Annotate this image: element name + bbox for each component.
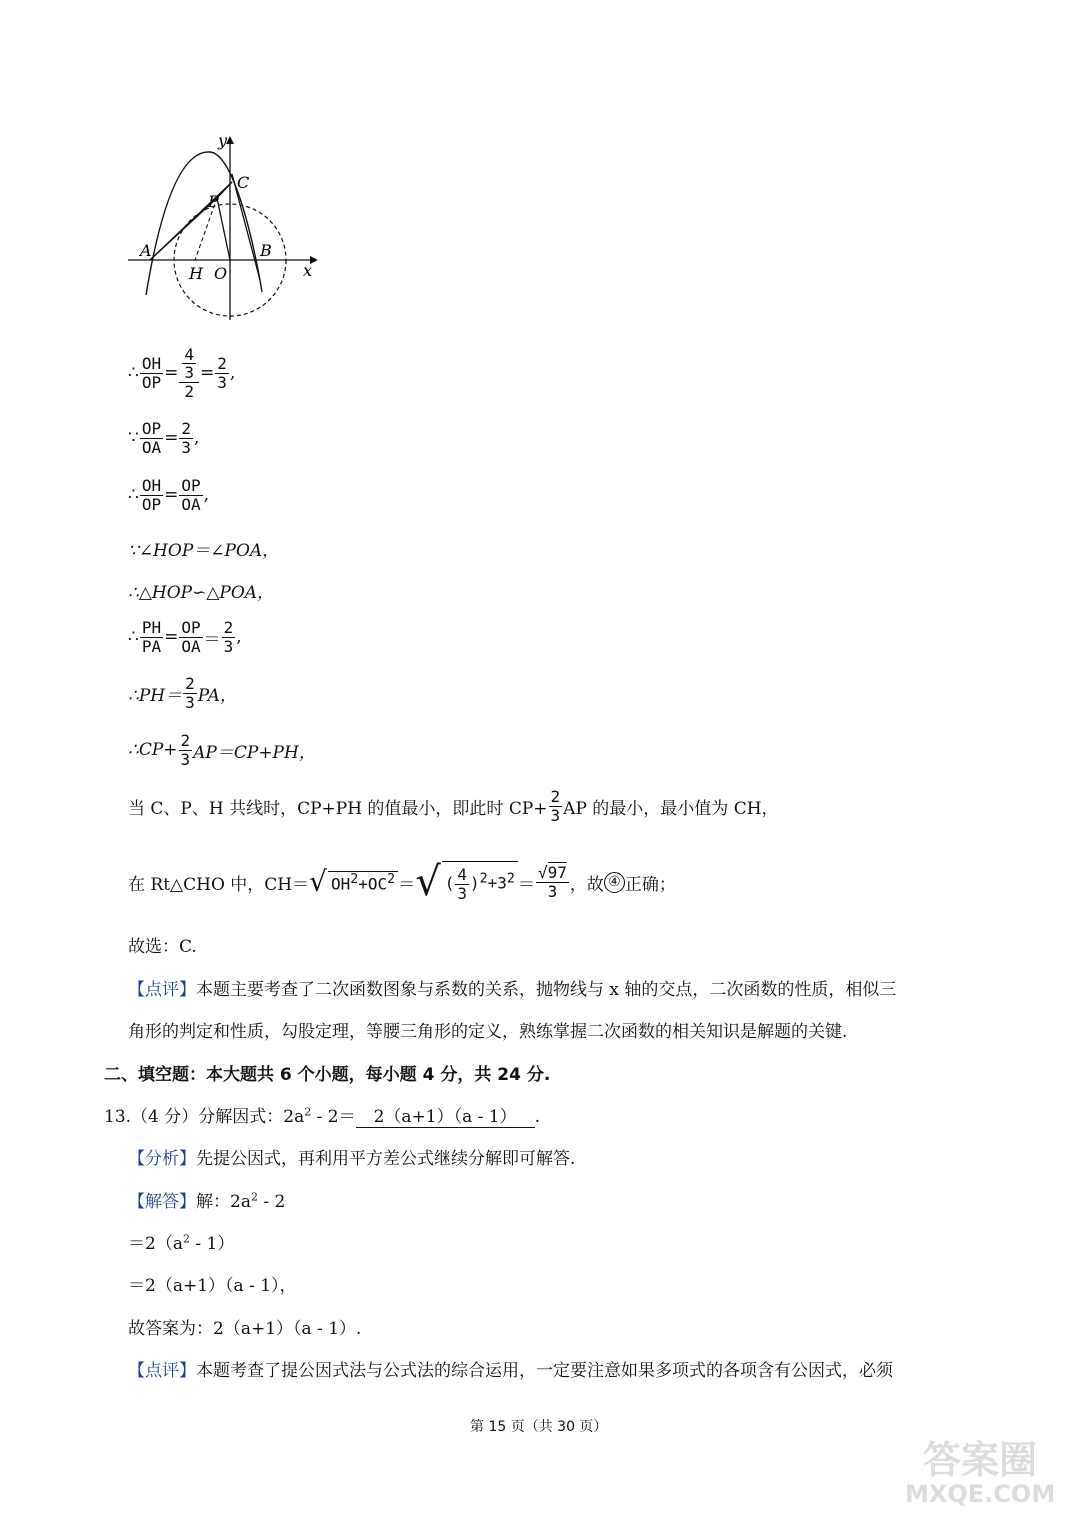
- sqrt-fraction: ( $\frac{4}{3}$ )$^2+3^2$: [442, 861, 518, 902]
- circled-four: ④: [604, 872, 625, 893]
- line-6: ∴ $\frac{PH}{PA}$ = $\frac{OP}{OA}$ ＝ $\frac{2}{3}$ ,: [128, 617, 242, 656]
- line-12: 【点评】本题主要考查了二次函数图象与系数的关系，抛物线与 x 轴的交点，二次函数的性质，相似三: [128, 980, 897, 1000]
- line-18: $=2(a^2 - 1)$: [128, 1232, 235, 1254]
- line-10: 在 Rt△CHO 中，CH＝ √ $OH^2+OC^2$ ＝ √ ( $\frac{4}{3}$ )$^2+3^2$ ＝ $\frac{√97}{3}$ ，故 ④ 正确；: [128, 859, 676, 905]
- parabola-figure: [120, 130, 330, 330]
- section-heading: 二、填空题：本大题共 6 个小题，每小题 4 分，共 24 分.: [104, 1065, 551, 1085]
- fraction-complex: $\frac{\frac{4}{3}}{2}$: [179, 346, 199, 401]
- line-2: ∵ $\frac{OP}{OA}$ = $\frac{2}{3}$ ,: [128, 418, 200, 457]
- page-footer: 第 15 页（共 30 页）: [470, 1419, 608, 1435]
- y-axis-arrow: [226, 136, 234, 144]
- comment-tag: 【点评】: [128, 980, 196, 1000]
- line-8: ∴CP+ $\frac{2}{3}$ AP＝CP+PH，: [128, 730, 316, 769]
- label-p: P: [208, 192, 219, 211]
- label-x: x: [303, 261, 313, 280]
- fraction-oh-op: $\frac{OH}{OP}$: [141, 353, 162, 392]
- line-16: 【分析】先提公因式，再利用平方差公式继续分解即可解答.: [128, 1149, 576, 1169]
- sqrt-oh-oc: $OH^2+OC^2$: [328, 871, 398, 893]
- segment-po: [217, 198, 230, 260]
- line-20: 故答案为：2（a+1）（a - 1）.: [128, 1319, 362, 1339]
- fraction-2-3: $\frac{2}{3}$: [217, 353, 227, 392]
- line-21: 【点评】本题考查了提公因式法与公式法的综合运用，一定要注意如果多项式的各项含有公因式，必须: [128, 1361, 893, 1381]
- watermark: 答案圈 MXQE.COM: [905, 1438, 1056, 1508]
- line-17: 【解答】解：$2a^2 - 2$: [128, 1190, 286, 1212]
- line-5: ∴△HOP∽△POA，: [128, 583, 275, 603]
- line-13: 角形的判定和性质，勾股定理，等腰三角形的定义，熟练掌握二次函数的相关知识是解题的关键.: [128, 1022, 848, 1042]
- label-c: C: [237, 173, 250, 192]
- label-b: B: [260, 241, 272, 260]
- line-1: ∴ $\frac{OH}{OP}$ = $\frac{\frac{4}{3}}{2}$ = $\frac{2}{3}$ ,: [128, 344, 236, 401]
- fraction-sqrt97-3: $\frac{√97}{3}$: [537, 862, 567, 901]
- line-3: ∴ $\frac{OH}{OP}$ = $\frac{OP}{OA}$ ,: [128, 475, 210, 514]
- line-7: ∴PH＝ $\frac{2}{3}$ PA，: [128, 673, 237, 712]
- line-4: ∵∠HOP＝∠POA，: [128, 541, 280, 561]
- question-13: 13.（4 分）分解因式：$2a^2 - 2= 2(a+1)(a - 1)$ .: [104, 1102, 540, 1128]
- label-h: H: [189, 264, 203, 283]
- line-9: 当 C、P、H 共线时，CP+PH 的值最小，即此时 CP+ $\frac{2}{3}$ AP 的最小，最小值为 CH，: [128, 786, 779, 825]
- line-11: 故选：C.: [128, 937, 197, 957]
- line-19: ＝2（a+1）（a - 1），: [128, 1276, 297, 1296]
- label-a: A: [140, 241, 152, 260]
- label-o: O: [214, 264, 228, 283]
- answer-blank: 2（a+1）（a - 1）: [356, 1102, 535, 1128]
- label-y: y: [218, 131, 228, 150]
